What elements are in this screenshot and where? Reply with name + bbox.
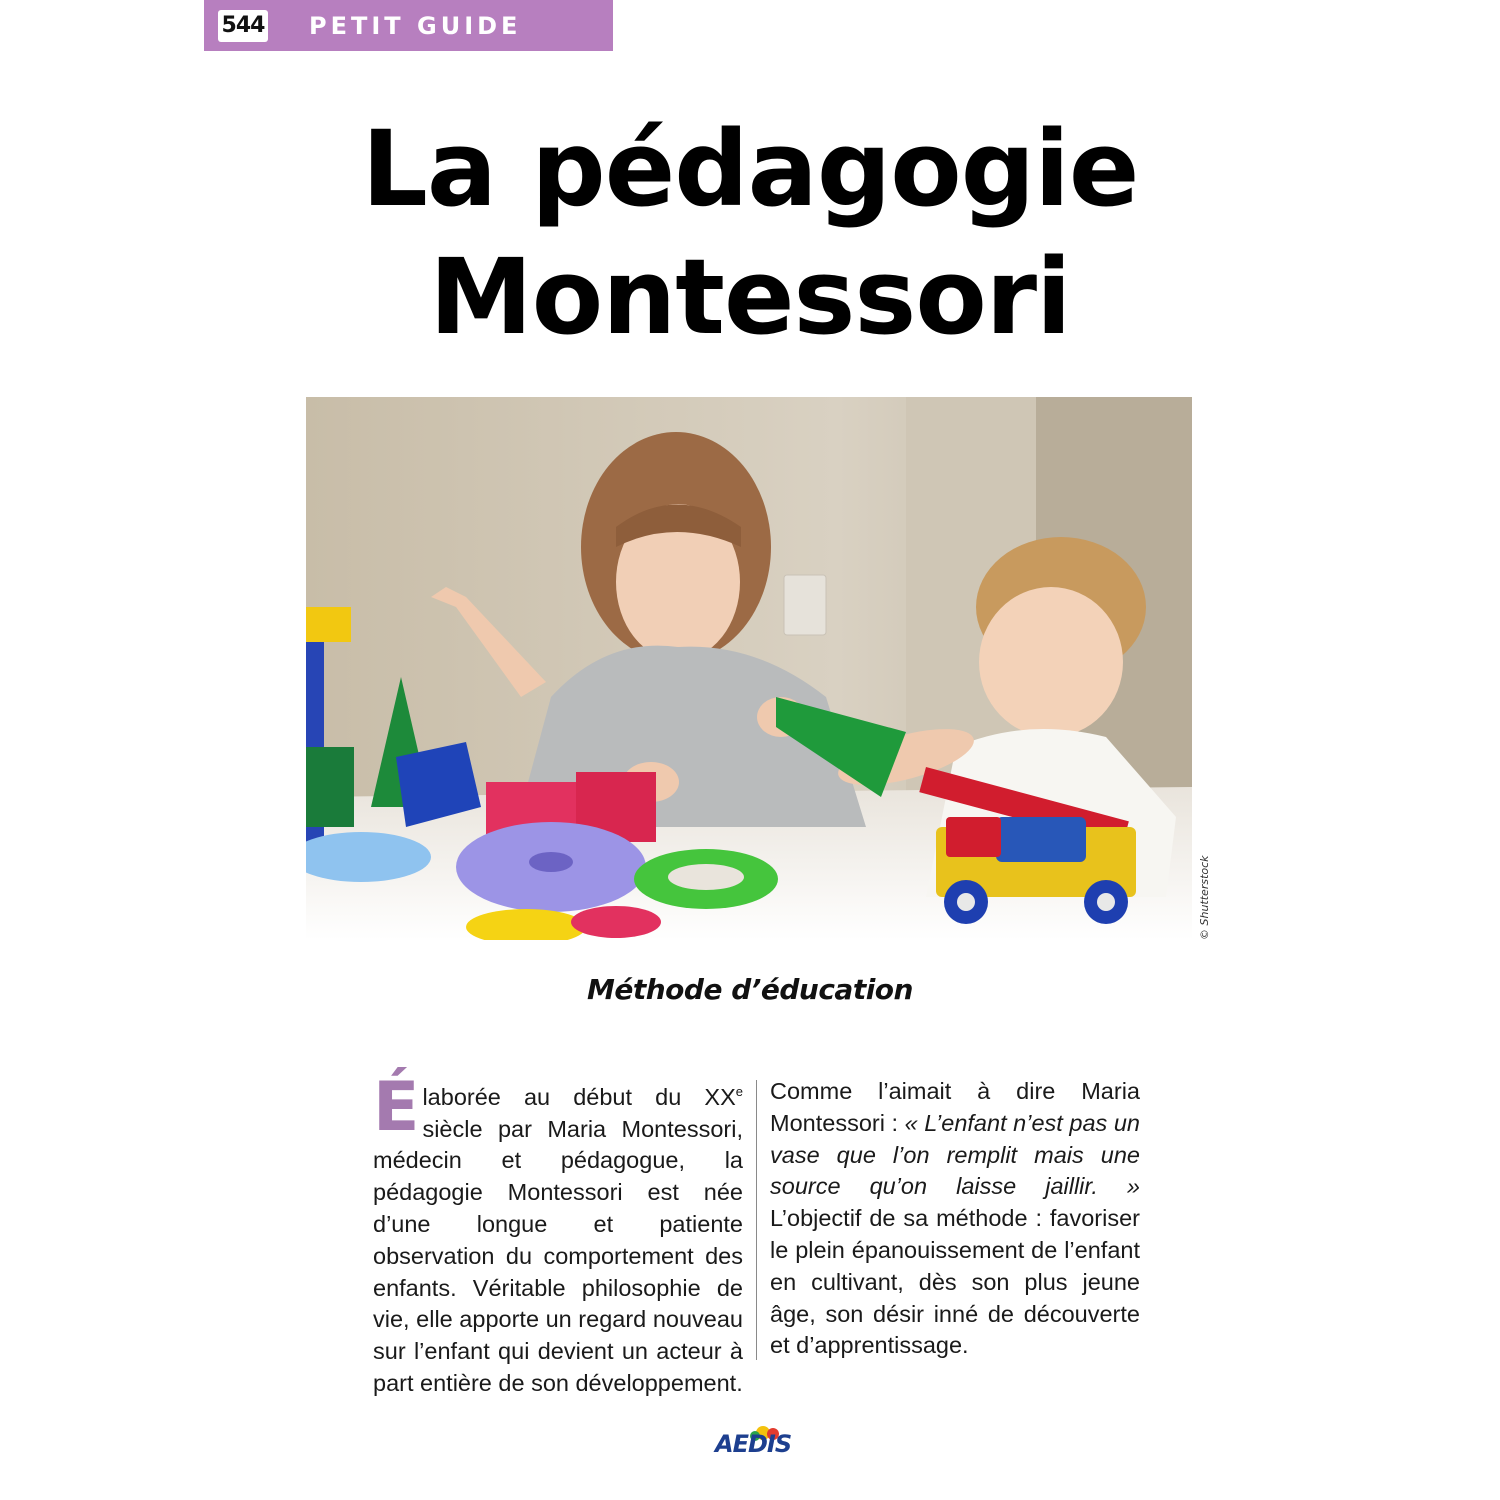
body-left-text-2: siècle par Maria Montessori, médecin et pédagogue, la pédagogie Montessori est née d’une longue et patiente observation du comportement des enfants. Véritable philosophie de vie, elle apporte un regard nouveau sur l’enfant qui devient un acteur à part entière de son développement.: [373, 1115, 743, 1396]
body-right-text: L’objectif de sa méthode : favoriser le plein épanouissement de l’enfant en cultivant, dès son plus jeune âge, son désir inné de découverte et d’apprentissage.: [770, 1205, 1140, 1359]
body-left-text-1: laborée au début du XX: [422, 1083, 736, 1110]
series-header-band: [204, 0, 613, 51]
publisher-logo: [711, 1424, 791, 1460]
cover-photo: [306, 397, 1192, 940]
body-column-right: [770, 1076, 1140, 1362]
subtitle: Méthode d’éducation: [587, 973, 913, 1006]
children-playing-illustration: [306, 397, 1192, 940]
body-right-intro: Comme l’aimait à dire Maria Montessori :: [770, 1078, 1140, 1136]
superscript: e: [735, 1084, 743, 1099]
drop-cap: É: [373, 1068, 420, 1147]
column-divider: [756, 1080, 757, 1360]
series-label: PETIT GUIDE: [309, 12, 522, 40]
title-line-2: Montessori: [429, 236, 1071, 358]
photo-credit: [1192, 855, 1216, 940]
publisher-logo-text: AEDIS: [715, 1430, 792, 1458]
issue-number-badge: 544: [218, 10, 268, 42]
body-column-left: [373, 1068, 743, 1400]
title-line-1: La pédagogie: [361, 108, 1139, 230]
montessori-quote: « L’enfant n’est pas un vase que l’on remplit mais une source qu’on laisse jaillir. »: [770, 1109, 1140, 1200]
page-title: [0, 105, 1500, 361]
photo-credit-text: © Shutterstock: [1198, 855, 1211, 940]
